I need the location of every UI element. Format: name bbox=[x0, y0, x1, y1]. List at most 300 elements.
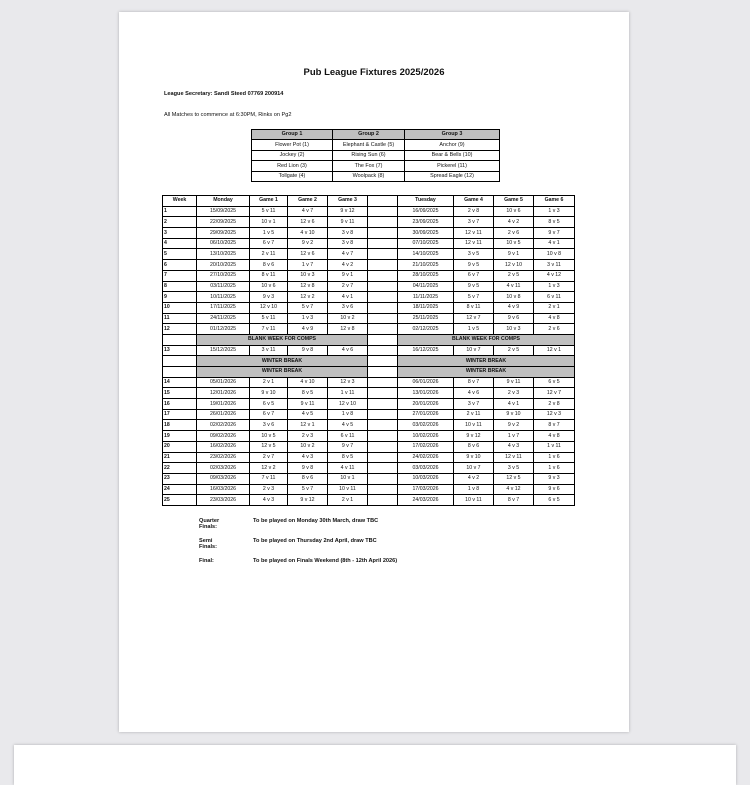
fixture-cell: 12 v 1 bbox=[534, 345, 575, 356]
fixture-row bbox=[163, 313, 575, 324]
week-number: 9 bbox=[163, 292, 197, 303]
fixture-cell: 3 v 8 bbox=[328, 238, 368, 249]
fixture-cell: 6 v 5 bbox=[250, 399, 288, 410]
start-time-note: All Matches to commence at 6:30PM, Rinks on Pg2 bbox=[164, 112, 292, 118]
fixture-cell: 4 v 10 bbox=[288, 377, 328, 388]
fixture-cell: 25/11/2025 bbox=[398, 313, 454, 324]
fixture-cell: 9 v 6 bbox=[534, 484, 575, 495]
fixture-cell: 3 v 8 bbox=[328, 228, 368, 239]
fixture-cell: 27/10/2025 bbox=[197, 270, 250, 281]
round-label: Final: bbox=[199, 558, 214, 564]
week-number: 4 bbox=[163, 238, 197, 249]
fixture-cell: 4 v 6 bbox=[328, 345, 368, 356]
fixture-cell: 9 v 12 bbox=[328, 206, 368, 217]
fixture-cell: 16/02/2026 bbox=[197, 441, 250, 452]
fixture-cell: 2 v 5 bbox=[494, 345, 534, 356]
fixture-row bbox=[163, 420, 575, 431]
fixture-cell: 9 v 12 bbox=[454, 431, 494, 442]
fixture-cell: 24/03/2026 bbox=[398, 495, 454, 506]
fixture-cell: 12 v 8 bbox=[328, 324, 368, 335]
fixture-cell: 22/09/2025 bbox=[197, 217, 250, 228]
fixture-cell: 12 v 2 bbox=[288, 292, 328, 303]
fixture-cell: 5 v 11 bbox=[250, 313, 288, 324]
blank-week-label: BLANK WEEK FOR COMPS bbox=[398, 334, 575, 345]
week-number: 15 bbox=[163, 388, 197, 399]
fixture-row bbox=[163, 228, 575, 239]
fixture-header bbox=[368, 196, 398, 207]
fixture-cell: 09/02/2026 bbox=[197, 431, 250, 442]
fixture-cell: 8 v 7 bbox=[494, 495, 534, 506]
fixture-cell: 4 v 8 bbox=[534, 313, 575, 324]
fixture-cell: 4 v 7 bbox=[328, 249, 368, 260]
winter-break-row bbox=[163, 356, 575, 367]
fixture-cell: 5 v 7 bbox=[288, 302, 328, 313]
fixture-cell: 12 v 3 bbox=[534, 409, 575, 420]
fixture-cell: 28/10/2025 bbox=[398, 270, 454, 281]
fixture-cell: 1 v 3 bbox=[288, 313, 328, 324]
fixture-cell: 24/02/2026 bbox=[398, 452, 454, 463]
fixture-cell: 1 v 11 bbox=[328, 388, 368, 399]
fixture-row bbox=[163, 345, 575, 356]
fixture-cell: 8 v 7 bbox=[534, 420, 575, 431]
week-number: 19 bbox=[163, 431, 197, 442]
round-details: To be played on Finals Weekend (8th - 12th April 2026) bbox=[253, 558, 398, 564]
fixture-cell: 8 v 11 bbox=[250, 270, 288, 281]
fixture-cell: 02/12/2025 bbox=[398, 324, 454, 335]
group-team: Woolpack (8) bbox=[333, 171, 405, 181]
fixture-row bbox=[163, 463, 575, 474]
fixture-cell: 4 v 3 bbox=[250, 495, 288, 506]
week-number: 23 bbox=[163, 473, 197, 484]
fixture-cell bbox=[368, 206, 398, 217]
fixture-cell: 12/01/2026 bbox=[197, 388, 250, 399]
fixture-cell: 12 v 3 bbox=[328, 377, 368, 388]
week-number: 25 bbox=[163, 495, 197, 506]
fixture-cell: 9 v 11 bbox=[328, 217, 368, 228]
fixture-row bbox=[163, 377, 575, 388]
fixture-cell: 2 v 1 bbox=[328, 495, 368, 506]
fixture-cell: 10 v 5 bbox=[494, 238, 534, 249]
winter-break-label: WINTER BREAK bbox=[398, 356, 575, 367]
group-team: Rising Sun (6) bbox=[333, 150, 405, 160]
fixture-cell: 16/03/2026 bbox=[197, 484, 250, 495]
fixture-cell: 9 v 7 bbox=[328, 441, 368, 452]
fixture-cell: 6 v 7 bbox=[454, 270, 494, 281]
fixture-cell: 05/01/2026 bbox=[197, 377, 250, 388]
group-row bbox=[252, 171, 500, 181]
group-team: Spread Eagle (12) bbox=[405, 171, 500, 181]
fixture-cell: 20/10/2025 bbox=[197, 260, 250, 271]
fixture-cell: 12 v 6 bbox=[288, 217, 328, 228]
fixture-row bbox=[163, 238, 575, 249]
fixture-row bbox=[163, 441, 575, 452]
fixture-cell bbox=[368, 238, 398, 249]
fixture-cell: 04/11/2025 bbox=[398, 281, 454, 292]
fixture-cell: 8 v 5 bbox=[328, 452, 368, 463]
fixture-cell bbox=[368, 463, 398, 474]
fixture-cell: 12 v 6 bbox=[288, 249, 328, 260]
week-number: 6 bbox=[163, 260, 197, 271]
fixture-cell: 8 v 6 bbox=[454, 441, 494, 452]
fixture-cell: 26/01/2026 bbox=[197, 409, 250, 420]
fixture-cell: 30/09/2025 bbox=[398, 228, 454, 239]
fixture-cell: 15/09/2025 bbox=[197, 206, 250, 217]
fixture-cell bbox=[368, 270, 398, 281]
winter-break-row bbox=[163, 367, 575, 378]
fixture-cell: 13/10/2025 bbox=[197, 249, 250, 260]
fixture-cell: 06/01/2026 bbox=[398, 377, 454, 388]
fixture-cell: 3 v 7 bbox=[454, 399, 494, 410]
fixture-cell: 9 v 10 bbox=[250, 388, 288, 399]
fixture-cell: 18/11/2025 bbox=[398, 302, 454, 313]
fixtures-table bbox=[162, 195, 575, 506]
fixture-cell: 12 v 2 bbox=[250, 463, 288, 474]
fixture-cell: 10/03/2026 bbox=[398, 473, 454, 484]
league-secretary: League Secretary: Sandi Steed 07769 200914 bbox=[164, 91, 284, 97]
fixture-cell: 9 v 7 bbox=[534, 228, 575, 239]
week-number: 24 bbox=[163, 484, 197, 495]
fixture-cell: 4 v 11 bbox=[494, 281, 534, 292]
fixture-cell: 10 v 2 bbox=[328, 313, 368, 324]
fixture-cell: 13/01/2026 bbox=[398, 388, 454, 399]
fixture-cell: 1 v 11 bbox=[534, 441, 575, 452]
fixture-cell: 09/03/2026 bbox=[197, 473, 250, 484]
fixture-cell: 10 v 11 bbox=[454, 420, 494, 431]
fixture-cell bbox=[368, 302, 398, 313]
fixture-cell: 03/02/2026 bbox=[398, 420, 454, 431]
fixture-cell: 4 v 1 bbox=[494, 399, 534, 410]
round-label: Quarter Finals: bbox=[199, 518, 220, 530]
week-number: 5 bbox=[163, 249, 197, 260]
fixture-row bbox=[163, 409, 575, 420]
fixture-cell: 21/10/2025 bbox=[398, 260, 454, 271]
group-team: Jockey (2) bbox=[252, 150, 333, 160]
fixture-header: Week bbox=[163, 196, 197, 207]
fixture-cell: 6 v 11 bbox=[328, 431, 368, 442]
fixture-cell: 10/02/2026 bbox=[398, 431, 454, 442]
fixture-cell: 03/11/2025 bbox=[197, 281, 250, 292]
fixture-cell: 16/09/2025 bbox=[398, 206, 454, 217]
fixture-cell: 3 v 7 bbox=[454, 217, 494, 228]
group-row bbox=[252, 140, 500, 150]
fixture-row bbox=[163, 217, 575, 228]
fixture-row bbox=[163, 281, 575, 292]
fixture-cell: 2 v 3 bbox=[494, 388, 534, 399]
fixture-cell: 1 v 5 bbox=[454, 324, 494, 335]
fixture-cell: 12 v 10 bbox=[250, 302, 288, 313]
document-page bbox=[119, 12, 629, 732]
fixture-cell: 6 v 7 bbox=[250, 409, 288, 420]
fixture-cell bbox=[368, 473, 398, 484]
fixture-cell: 2 v 8 bbox=[534, 399, 575, 410]
fixture-cell: 10 v 8 bbox=[534, 249, 575, 260]
fixture-cell: 8 v 5 bbox=[288, 388, 328, 399]
fixture-cell: 3 v 5 bbox=[454, 249, 494, 260]
week-number: 1 bbox=[163, 206, 197, 217]
fixture-cell bbox=[368, 484, 398, 495]
fixture-cell: 1 v 7 bbox=[494, 431, 534, 442]
fixture-cell: 12 v 8 bbox=[288, 281, 328, 292]
fixture-header: Game 4 bbox=[454, 196, 494, 207]
fixture-row bbox=[163, 399, 575, 410]
blank-week-row bbox=[163, 334, 575, 345]
fixture-cell: 20/01/2026 bbox=[398, 399, 454, 410]
fixture-cell: 15/12/2025 bbox=[197, 345, 250, 356]
fixture-cell: 9 v 2 bbox=[288, 238, 328, 249]
week-number: 7 bbox=[163, 270, 197, 281]
group-row bbox=[252, 150, 500, 160]
fixture-cell: 17/03/2026 bbox=[398, 484, 454, 495]
fixture-cell: 1 v 7 bbox=[288, 260, 328, 271]
fixture-cell: 2 v 11 bbox=[250, 249, 288, 260]
fixture-cell: 9 v 5 bbox=[454, 281, 494, 292]
fixture-cell: 6 v 5 bbox=[534, 495, 575, 506]
fixture-cell: 1 v 3 bbox=[534, 281, 575, 292]
fixture-cell: 4 v 3 bbox=[494, 441, 534, 452]
fixture-cell: 4 v 2 bbox=[494, 217, 534, 228]
fixture-cell: 17/02/2026 bbox=[398, 441, 454, 452]
fixture-cell: 07/10/2025 bbox=[398, 238, 454, 249]
fixture-cell: 4 v 1 bbox=[328, 292, 368, 303]
fixture-cell: 4 v 12 bbox=[534, 270, 575, 281]
group-team: Pickerel (11) bbox=[405, 161, 500, 171]
blank-week-label: BLANK WEEK FOR COMPS bbox=[197, 334, 368, 345]
fixture-cell: 10 v 2 bbox=[288, 441, 328, 452]
fixture-cell: 4 v 6 bbox=[454, 388, 494, 399]
fixture-cell bbox=[368, 399, 398, 410]
fixture-cell: 2 v 6 bbox=[494, 228, 534, 239]
fixture-cell: 7 v 11 bbox=[250, 324, 288, 335]
fixture-row bbox=[163, 473, 575, 484]
fixture-cell: 27/01/2026 bbox=[398, 409, 454, 420]
week-number: 11 bbox=[163, 313, 197, 324]
fixture-row bbox=[163, 260, 575, 271]
fixture-cell bbox=[368, 420, 398, 431]
fixture-cell: 2 v 1 bbox=[534, 302, 575, 313]
fixture-cell: 10 v 1 bbox=[250, 217, 288, 228]
fixture-row bbox=[163, 206, 575, 217]
fixture-cell: 6 v 7 bbox=[250, 238, 288, 249]
fixture-cell bbox=[368, 345, 398, 356]
fixture-cell: 2 v 5 bbox=[494, 270, 534, 281]
fixture-cell: 9 v 1 bbox=[328, 270, 368, 281]
fixture-row bbox=[163, 249, 575, 260]
fixture-cell: 1 v 6 bbox=[534, 463, 575, 474]
group-team: Anchor (9) bbox=[405, 140, 500, 150]
fixture-header: Game 2 bbox=[288, 196, 328, 207]
fixture-header: Game 5 bbox=[494, 196, 534, 207]
week-number: 2 bbox=[163, 217, 197, 228]
fixture-row bbox=[163, 495, 575, 506]
fixture-cell: 9 v 2 bbox=[494, 420, 534, 431]
fixture-cell: 23/03/2026 bbox=[197, 495, 250, 506]
groups-table bbox=[251, 129, 500, 182]
week-number: 14 bbox=[163, 377, 197, 388]
fixture-cell: 2 v 8 bbox=[454, 206, 494, 217]
fixture-row bbox=[163, 324, 575, 335]
fixture-cell: 12 v 11 bbox=[454, 228, 494, 239]
fixture-cell: 4 v 9 bbox=[494, 302, 534, 313]
fixture-cell: 4 v 11 bbox=[328, 463, 368, 474]
fixture-cell: 10 v 3 bbox=[288, 270, 328, 281]
fixture-cell: 9 v 10 bbox=[494, 409, 534, 420]
fixture-cell: 10/11/2025 bbox=[197, 292, 250, 303]
fixture-cell: 5 v 7 bbox=[288, 484, 328, 495]
fixture-cell: 19/01/2026 bbox=[197, 399, 250, 410]
fixture-cell: 7 v 11 bbox=[250, 473, 288, 484]
fixture-cell: 1 v 8 bbox=[454, 484, 494, 495]
fixture-cell: 4 v 7 bbox=[288, 206, 328, 217]
week-number: 20 bbox=[163, 441, 197, 452]
fixture-cell bbox=[368, 281, 398, 292]
fixture-cell: 12 v 11 bbox=[494, 452, 534, 463]
fixture-cell bbox=[368, 292, 398, 303]
fixture-header: Game 1 bbox=[250, 196, 288, 207]
group-team: Bear & Bells (10) bbox=[405, 150, 500, 160]
fixture-cell: 6 v 11 bbox=[534, 292, 575, 303]
page-title: Pub League Fixtures 2025/2026 bbox=[303, 67, 445, 78]
fixture-cell: 10 v 7 bbox=[454, 463, 494, 474]
fixture-cell: 9 v 10 bbox=[454, 452, 494, 463]
fixture-cell: 1 v 6 bbox=[534, 452, 575, 463]
fixture-cell: 10 v 8 bbox=[494, 292, 534, 303]
fixture-cell: 8 v 6 bbox=[288, 473, 328, 484]
fixture-cell: 02/03/2026 bbox=[197, 463, 250, 474]
fixture-cell: 4 v 1 bbox=[534, 238, 575, 249]
round-details: To be played on Monday 30th March, draw TBC bbox=[253, 518, 379, 524]
fixture-row bbox=[163, 292, 575, 303]
fixture-cell: 2 v 7 bbox=[328, 281, 368, 292]
week-number: 17 bbox=[163, 409, 197, 420]
fixture-cell bbox=[368, 217, 398, 228]
fixture-cell bbox=[368, 495, 398, 506]
week-number: 16 bbox=[163, 399, 197, 410]
fixture-cell: 4 v 3 bbox=[288, 452, 328, 463]
fixture-cell: 12 v 11 bbox=[454, 238, 494, 249]
group-team: Flower Pot (1) bbox=[252, 140, 333, 150]
fixture-row bbox=[163, 388, 575, 399]
fixture-cell bbox=[368, 409, 398, 420]
winter-break-label: WINTER BREAK bbox=[197, 367, 368, 378]
fixture-cell: 8 v 11 bbox=[454, 302, 494, 313]
week-number: 18 bbox=[163, 420, 197, 431]
fixture-cell: 23/09/2025 bbox=[398, 217, 454, 228]
fixture-row bbox=[163, 270, 575, 281]
fixture-cell: 4 v 8 bbox=[534, 431, 575, 442]
week-number: 22 bbox=[163, 463, 197, 474]
fixture-cell: 8 v 5 bbox=[534, 217, 575, 228]
fixture-cell: 9 v 3 bbox=[534, 473, 575, 484]
fixture-cell: 1 v 8 bbox=[328, 409, 368, 420]
fixture-header: Game 6 bbox=[534, 196, 575, 207]
group-team: Red Lion (3) bbox=[252, 161, 333, 171]
fixture-cell: 8 v 7 bbox=[454, 377, 494, 388]
fixture-cell: 10 v 3 bbox=[494, 324, 534, 335]
fixture-cell: 12 v 5 bbox=[250, 441, 288, 452]
fixture-cell: 14/10/2025 bbox=[398, 249, 454, 260]
fixture-cell bbox=[368, 377, 398, 388]
fixture-cell: 12 v 7 bbox=[534, 388, 575, 399]
fixture-row bbox=[163, 302, 575, 313]
fixture-header: Game 3 bbox=[328, 196, 368, 207]
fixture-cell: 9 v 6 bbox=[494, 313, 534, 324]
fixture-cell: 10 v 11 bbox=[454, 495, 494, 506]
fixture-cell: 9 v 11 bbox=[288, 399, 328, 410]
fixture-cell bbox=[368, 324, 398, 335]
fixture-cell: 24/11/2025 bbox=[197, 313, 250, 324]
fixture-cell: 9 v 1 bbox=[494, 249, 534, 260]
fixture-cell: 2 v 3 bbox=[288, 431, 328, 442]
fixture-cell: 6 v 5 bbox=[534, 377, 575, 388]
week-number: 10 bbox=[163, 302, 197, 313]
fixture-cell: 12 v 1 bbox=[288, 420, 328, 431]
fixture-cell: 03/03/2026 bbox=[398, 463, 454, 474]
fixture-cell: 12 v 10 bbox=[328, 399, 368, 410]
fixture-cell bbox=[368, 452, 398, 463]
fixture-cell: 16/12/2025 bbox=[398, 345, 454, 356]
fixture-cell: 10 v 1 bbox=[328, 473, 368, 484]
round-label: Semi Finals: bbox=[199, 538, 218, 550]
fixture-cell bbox=[368, 431, 398, 442]
fixture-row bbox=[163, 484, 575, 495]
fixture-cell: 12 v 7 bbox=[454, 313, 494, 324]
fixture-cell: 06/10/2025 bbox=[197, 238, 250, 249]
fixture-cell: 9 v 8 bbox=[288, 345, 328, 356]
week-number: 13 bbox=[163, 345, 197, 356]
fixture-cell: 12 v 5 bbox=[494, 473, 534, 484]
group-team: Tollgate (4) bbox=[252, 171, 333, 181]
fixture-cell: 02/02/2026 bbox=[197, 420, 250, 431]
fixture-cell: 10 v 6 bbox=[494, 206, 534, 217]
fixture-cell: 4 v 5 bbox=[328, 420, 368, 431]
fixture-cell: 4 v 2 bbox=[328, 260, 368, 271]
fixture-cell: 2 v 11 bbox=[454, 409, 494, 420]
fixture-cell: 10 v 5 bbox=[250, 431, 288, 442]
fixture-cell: 3 v 11 bbox=[250, 345, 288, 356]
fixture-cell: 5 v 7 bbox=[454, 292, 494, 303]
fixture-cell: 23/02/2026 bbox=[197, 452, 250, 463]
week-number: 3 bbox=[163, 228, 197, 239]
fixture-cell: 9 v 11 bbox=[494, 377, 534, 388]
fixture-cell: 2 v 7 bbox=[250, 452, 288, 463]
winter-break-label: WINTER BREAK bbox=[398, 367, 575, 378]
fixture-cell: 4 v 9 bbox=[288, 324, 328, 335]
fixture-cell: 4 v 12 bbox=[494, 484, 534, 495]
week-number: 12 bbox=[163, 324, 197, 335]
group-header: Group 1 bbox=[252, 130, 333, 140]
week-number: 8 bbox=[163, 281, 197, 292]
round-details: To be played on Thursday 2nd April, draw TBC bbox=[253, 538, 377, 544]
fixture-cell: 3 v 11 bbox=[534, 260, 575, 271]
fixture-cell bbox=[368, 388, 398, 399]
fixture-cell: 4 v 5 bbox=[288, 409, 328, 420]
fixture-cell: 3 v 5 bbox=[494, 463, 534, 474]
week-number: 21 bbox=[163, 452, 197, 463]
group-team: The Fox (7) bbox=[333, 161, 405, 171]
fixture-cell: 1 v 5 bbox=[250, 228, 288, 239]
winter-break-label: WINTER BREAK bbox=[197, 356, 368, 367]
group-row bbox=[252, 161, 500, 171]
fixture-cell: 9 v 5 bbox=[454, 260, 494, 271]
fixture-cell: 1 v 3 bbox=[534, 206, 575, 217]
fixture-cell bbox=[368, 249, 398, 260]
fixture-cell: 12 v 10 bbox=[494, 260, 534, 271]
fixture-cell bbox=[368, 441, 398, 452]
fixture-cell: 29/09/2025 bbox=[197, 228, 250, 239]
fixture-cell: 2 v 3 bbox=[250, 484, 288, 495]
fixture-cell: 9 v 12 bbox=[288, 495, 328, 506]
group-header: Group 2 bbox=[333, 130, 405, 140]
